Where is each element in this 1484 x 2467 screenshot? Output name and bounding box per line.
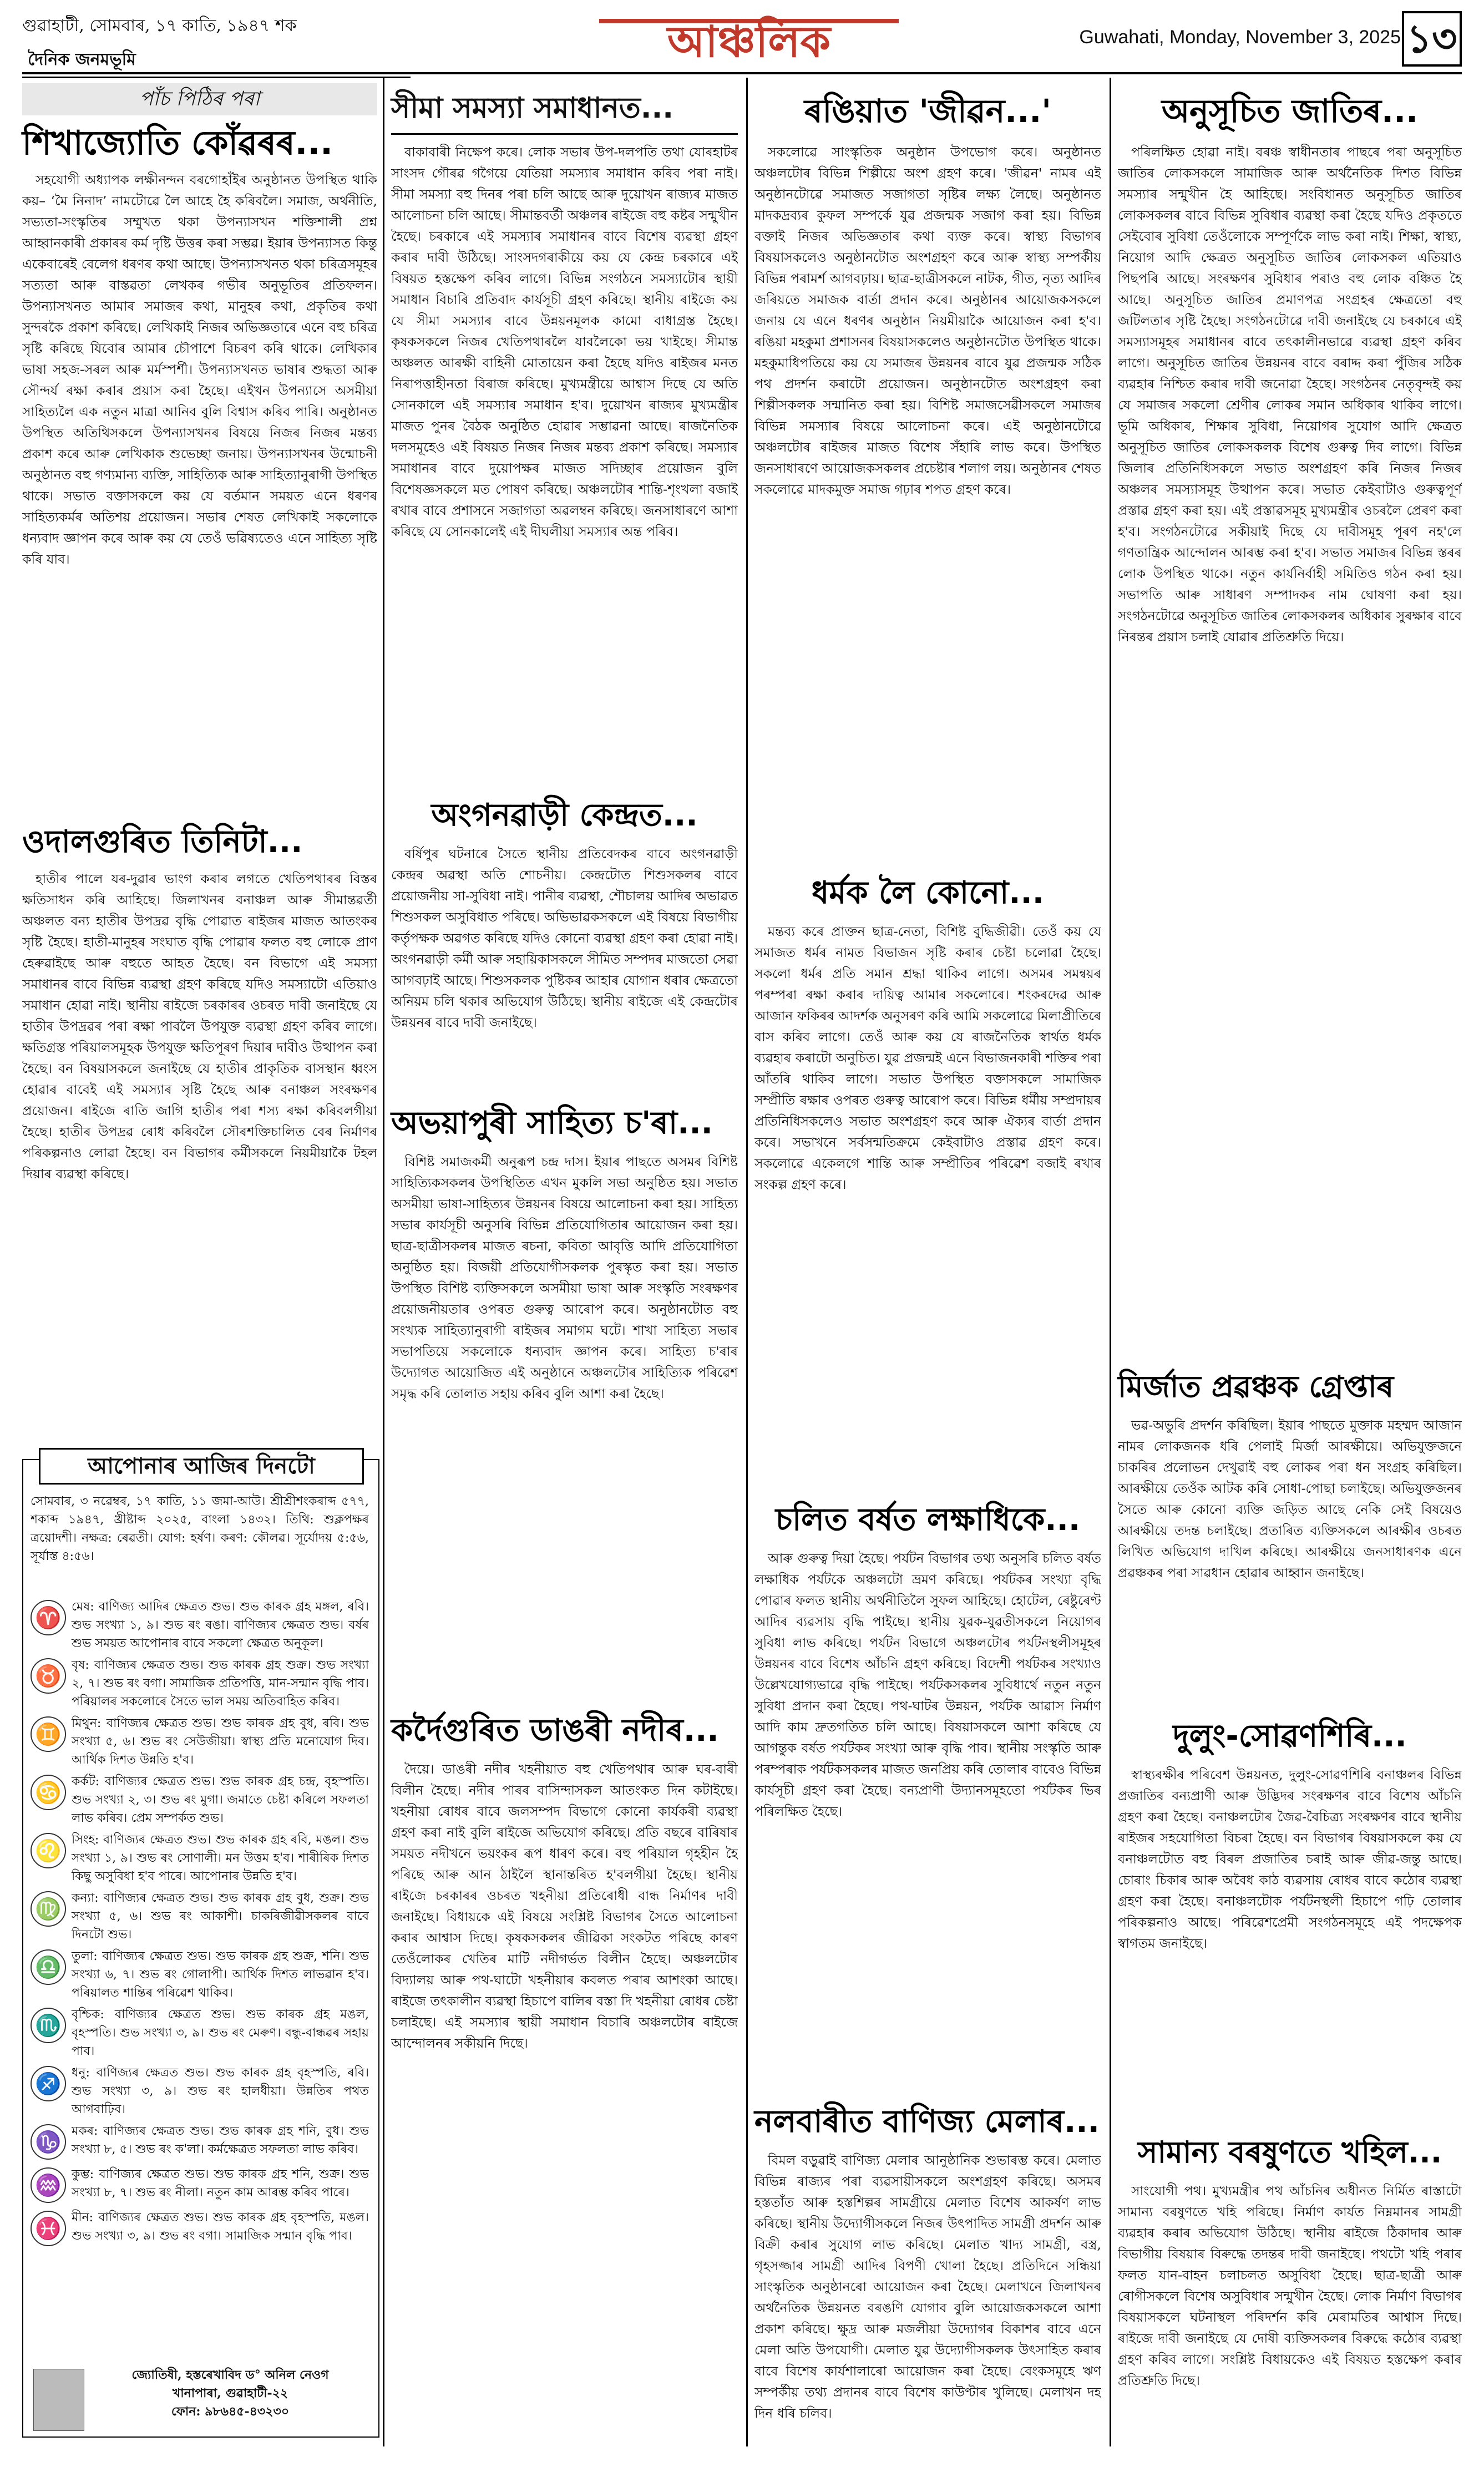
headline-mirza-fraud: মিৰ্জাত প্ৰৱঞ্চক গ্ৰেপ্তাৰ (1118, 1369, 1394, 1404)
astrologer-photo (33, 2369, 84, 2431)
zodiac-sign-icon: ♓ (31, 2211, 66, 2246)
headline-tourists: চলিত বৰ্ষত লক্ষাধিকে... (775, 1502, 1081, 1538)
article-body: হাতীৰ পালে যৰ-দুৱাৰ ভাংগ কৰাৰ লগতে খেতিপথাৰৰ বিস্তৰ ক্ষতিসাধন কৰি আহিছে। জিলাখনৰ বনাঞ্চল আৰু সীমান্তৱৰ্তী অঞ্চলত বন্য হাতীৰ উপদ্ৰৱ বৃদ্ধি পোৱাত ৰাইজৰ মাজত আতংকৰ সৃষ্টি হৈছে। হাতী-মানুহৰ সংঘাত বৃদ্ধি পোৱাৰ ফলত বহু লোকে প্ৰাণ হেৰুৱাইছে আৰু বহুতে আহত হৈছে। বন বিভাগে এই সমস্যা সমাধানৰ বাবে বিভিন্ন ব্যৱস্থা গ্ৰহণ কৰিছে যদিও সমস্যাটো এতিয়াও সমাধান হোৱা নাই। স্থানীয় ৰাইজে চৰকাৰৰ ওচৰত দাবী জনাইছে যে হাতীৰ উপদ্ৰৱৰ পৰা ৰক্ষা পাবলৈ উপযুক্ত ব্যৱস্থা গ্ৰহণ কৰিব লাগে। ক্ষতিগ্ৰস্ত পৰিয়ালসমূহক উপযুক্ত ক্ষতিপূৰণ দিয়াৰ দাবীও উত্থাপন কৰা হৈছে। বন বিষয়াসকলে জনাইছে যে হাতীৰ প্ৰাকৃতিক বাসস্থান ধ্বংস হোৱাৰ বাবেই এই সমস্যাৰ সৃষ্টি হৈছে আৰু বনাঞ্চল সংৰক্ষণৰ প্ৰয়োজন। ৰাইজে ৰাতি জাগি হাতীৰ পৰা শস্য ৰক্ষা কৰিবলগীয়া হৈছে। হাতীৰ উপদ্ৰৱ ৰোধ কৰিবলৈ সৌৰশক্তিচালিত বেৰ নিৰ্মাণৰ পৰিকল্পনাও লোৱা হৈছে। বন বিভাগৰ কৰ্মীসকলে নিয়মীয়াকৈ টহল দিয়াৰ ব্যৱস্থা কৰিছে। (22, 871, 377, 1182)
article-nalbari-fair (754, 2150, 1101, 2446)
article-body: ভৱ-অভুৰি প্ৰদৰ্শন কৰিছিল। ইয়াৰ পাছতে মুক্তাক মহম্মদ আজান নামৰ লোকজনক ধৰি পেলাই মিৰ্জা আৰক্ষীয়ে। অভিযুক্তজনে চাকৰিৰ প্ৰলোভন দেখুৱাই বহু লোকৰ পৰা ধন সংগ্ৰহ কৰিছিল। আৰক্ষীয়ে তেওঁক আটক কৰি সোধা-পোছা চলাইছে। অভিযুক্তজনৰ সৈতে আৰু কোনো ব্যক্তি জড়িত আছে নেকি সেই বিষয়েও আৰক্ষীয়ে তদন্ত চলাইছে। প্ৰতাৰিত ব্যক্তিসকলে আৰক্ষীৰ ওচৰত লিখিত অভিযোগ দাখিল কৰিছে। আৰক্ষীয়ে জনসাধাৰণক এনে প্ৰৱঞ্চকৰ পৰা সাৱধান হোৱাৰ আহ্বান জনাইছে। (1118, 1417, 1462, 1580)
rashifal-list (31, 1598, 369, 2347)
article-dulung-subansiri (1118, 1764, 1462, 2119)
rashi-entry (31, 1598, 369, 1653)
headline-kordoiguri: কৰ্দৈগুৰিত ডাঙৰী নদীৰ... (391, 1713, 719, 1749)
article-body: বাকাবাৰী নিক্ষেপ কৰে। লোক সভাৰ উপ-দলপতি তথা যোৰহাটৰ সাংসদ গৌৰৱ গগৈয়ে যেতিয়া সমস্যাৰ সমাধান কৰিব পৰা নাই। সীমা সমস্যা বহু দিনৰ পৰা চলি আছে আৰু দুয়োখন ৰাজ্যৰ মাজত আলোচনা চলি আছে। সীমান্তবৰ্তী অঞ্চলৰ ৰাইজে বহু কষ্টৰ সন্মুখীন হৈছে। চৰকাৰে এই সমস্যাৰ সমাধানৰ বাবে বিশেষ ব্যৱস্থা গ্ৰহণ কৰাৰ দাবী উঠিছে। সাংসদগৰাকীয়ে কয় যে কেন্দ্ৰ চৰকাৰে এই বিষয়ত হস্তক্ষেপ কৰিব লাগে। বিভিন্ন সংগঠনে সমস্যাটোৰ স্থায়ী সমাধান বিচাৰি প্ৰতিবাদ কাৰ্যসূচী গ্ৰহণ কৰিছে। স্থানীয় ৰাইজে কয় যে সীমা সমস্যাৰ বাবে উন্নয়নমূলক কামো বাধাগ্ৰস্ত হৈছে। কৃষকসকলে নিজৰ খেতিপথাৰলৈ যাবলৈকো ভয় খাইছে। সীমান্ত অঞ্চলত আৰক্ষী বাহিনী মোতায়েন কৰা হৈছে যদিও ৰাইজৰ মনত নিৰাপত্তাহীনতা বিৰাজ কৰিছে। মুখ্যমন্ত্ৰীয়ে আশ্বাস দিছে যে অতি সোনকালে এই সমস্যাৰ সমাধান হ'ব। দুয়োখন ৰাজ্যৰ মুখ্যমন্ত্ৰীৰ মাজত পুনৰ বৈঠক অনুষ্ঠিত হোৱাৰ সম্ভাৱনা আছে। ৰাজনৈতিক দলসমূহেও এই বিষয়ত নিজৰ নিজৰ মন্তব্য প্ৰকাশ কৰিছে। সমস্যাৰ সমাধানৰ বাবে দুয়োপক্ষৰ মাজত সদিচ্ছাৰ প্ৰয়োজন বুলি বিশেষজ্ঞসকলে মত পোষণ কৰিছে। অঞ্চলটোৰ শান্তি-শৃংখলা বজাই ৰখাৰ বাবে প্ৰশাসনে সজাগতা অৱলম্বন কৰিছে। জনসাধাৰণে আশা কৰিছে যে সোনকালেই এই দীঘলীয়া সমস্যাৰ অন্ত পৰিব। (391, 144, 738, 539)
headline-shikhajyoti: শিখাজ্যোতি কোঁৱৰৰ... (22, 124, 333, 163)
article-udalguri (22, 868, 377, 1451)
article-mirza-fraud (1118, 1415, 1462, 1703)
rashi-entry (31, 2165, 369, 2205)
panjika-intro (31, 1492, 369, 1595)
rashi-text: কন্যা: বাণিজ্যৰ ক্ষেত্ৰত শুভ। শুভ কাৰক গ্ৰহ বুধ, শুক্ৰ। শুভ সংখ্যা ৫, ৬। শুভ ৰং আকাশী। চাকৰিজীৱীসকলৰ বাবে দিনটো শুভ। (72, 1891, 369, 1942)
article-anganwadi (391, 843, 738, 1093)
article-tourists (754, 1548, 1101, 2091)
headline-anganwadi: অংগনৱাড়ী কেন্দ্ৰত... (431, 797, 698, 833)
article-body: বিশিষ্ট সমাজকৰ্মী অনুৰূপ চন্দ্ৰ দাস। ইয়াৰ পাছতে অসমৰ বিশিষ্ট সাহিত্যিকসকলৰ উপস্থিতিত এখন মুকলি সভা অনুষ্ঠিত হয়। সভাত অসমীয়া ভাষা-সাহিত্যৰ উন্নয়নৰ বিষয়ে আলোচনা কৰা হয়। সাহিত্য সভাৰ কাৰ্যসূচী অনুসৰি বিভিন্ন প্ৰতিযোগিতাৰ আয়োজন কৰা হয়। ছাত্ৰ-ছাত্ৰীসকলৰ মাজত ৰচনা, কবিতা আবৃত্তি আদি প্ৰতিযোগিতা অনুষ্ঠিত হয়। বিজয়ী প্ৰতিযোগীসকলক পুৰস্কৃত কৰা হয়। সভাত উপস্থিত বিশিষ্ট ব্যক্তিসকলে অসমীয়া ভাষা আৰু সংস্কৃতি সংৰক্ষণৰ প্ৰয়োজনীয়তাৰ ওপৰত গুৰুত্ব আৰোপ কৰে। অনুষ্ঠানটোত বহু সংখ্যক সাহিত্যানুৰাগী ৰাইজৰ সমাগম ঘটে। শাখা সাহিত্য সভাৰ সভাপতিয়ে সকলোকে ধন্যবাদ জ্ঞাপন কৰে। সাহিত্য চ'ৰাৰ উদ্যোগত আয়োজিত এই অনুষ্ঠানে অঞ্চলটোৰ সাহিত্যিক পৰিৱেশ সমৃদ্ধ কৰি তোলাত সহায় কৰিব বুলি আশা কৰা হৈছে। (391, 1154, 738, 1401)
headline-scheduled-caste: অনুসূচিত জাতিৰ... (1161, 92, 1419, 130)
article-dharma (754, 921, 1101, 1490)
headline-road-collapse: সামান্য বৰষুণতে খহিল... (1137, 2135, 1442, 2170)
rashi-text: ধনু: বাণিজ্যৰ ক্ষেত্ৰত শুভ। শুভ কাৰক গ্ৰহ বৃহস্পতি, ৰবি। শুভ সংখ্যা ৩, ৯। শুভ ৰং হালধীয়া। উন্নতিৰ পথত আগবাঢ়িব। (72, 2066, 369, 2116)
article-body: দৈয়ে। ডাঙৰী নদীৰ খহনীয়াত বহু খেতিপথাৰ আৰু ঘৰ-বাৰী বিলীন হৈছে। নদীৰ পাৰৰ বাসিন্দাসকল আতংকত দিন কটাইছে। খহনীয়া ৰোধৰ বাবে জলসম্পদ বিভাগে কোনো কাৰ্যকৰী ব্যৱস্থা গ্ৰহণ কৰা নাই বুলি ৰাইজে অভিযোগ কৰিছে। প্ৰতি বছৰে বাৰিষাৰ সময়ত নদীখনে ভয়ংকৰ ৰূপ ধাৰণ কৰে। বহু পৰিয়াল গৃহহীন হৈ পৰিছে আৰু আন ঠাইলৈ স্থানান্তৰিত হ'বলগীয়া হৈছে। স্থানীয় ৰাইজে চৰকাৰৰ ওচৰত খহনীয়া প্ৰতিৰোধী বান্ধ নিৰ্মাণৰ দাবী জনাইছে। বিধায়কে এই বিষয়ে সংশ্লিষ্ট বিভাগৰ সৈতে আলোচনা কৰাৰ আশ্বাস দিছে। কৃষকসকলৰ জীৱিকা সংকটত পৰিছে কাৰণ তেওঁলোকৰ খেতিৰ মাটি নদীগৰ্ভত বিলীন হৈছে। অঞ্চলটোৰ বিদ্যালয় আৰু পথ-ঘাটো খহনীয়াৰ কবলত পৰাৰ আশংকা আছে। ৰাইজে তৎকালীন ব্যৱস্থা হিচাপে বালিৰ বস্তা দি খহনীয়া ৰোধৰ চেষ্টা চলাইছে। এই সমস্যাৰ স্থায়ী সমাধান বিচাৰি অঞ্চলটোৰ ৰাইজে আন্দোলনৰ সকীয়নি দিছে। (391, 1761, 738, 2051)
rashi-entry (31, 2122, 369, 2162)
article-body: বিমল বড়ুৱাই বাণিজ্য মেলাৰ আনুষ্ঠানিক শুভাৰম্ভ কৰে। মেলাত বিভিন্ন ৰাজ্যৰ পৰা ব্যৱসায়ীসকলে অংশগ্ৰহণ কৰিছে। অসমৰ হস্ততাঁত আৰু হস্তশিল্পৰ সামগ্ৰীয়ে মেলাত বিশেষ আকৰ্ষণ লাভ কৰিছে। স্থানীয় উদ্যোগীসকলে নিজৰ উৎপাদিত সামগ্ৰী প্ৰদৰ্শন আৰু বিক্ৰী কৰাৰ সুযোগ লাভ কৰিছে। মেলাত খাদ্য সামগ্ৰী, বস্ত্ৰ, গৃহসজ্জাৰ সামগ্ৰী আদিৰ বিপণী খোলা হৈছে। প্ৰতিদিনে সন্ধিয়া সাংস্কৃতিক অনুষ্ঠানৰো আয়োজন কৰা হৈছে। মেলাখনে জিলাখনৰ অৰ্থনৈতিক উন্নয়নত বৰঙণি যোগাব বুলি আয়োজকসকলে আশা প্ৰকাশ কৰিছে। ক্ষুদ্ৰ আৰু মজলীয়া উদ্যোগৰ বিকাশৰ বাবে এনে মেলা অতি উপযোগী। মেলাত যুৱ উদ্যোগীসকলক উৎসাহিত কৰাৰ বাবে বিশেষ কাৰ্যশালাৰো আয়োজন কৰা হৈছে। বেংকসমূহে ঋণ সম্পৰ্কীয় তথ্য প্ৰদানৰ বাবে বিশেষ কাউণ্টাৰ খুলিছে। মেলাখন দহ দিন ধৰি চলিব। (754, 2152, 1101, 2421)
rashi-text: মেষ: বাণিজ্য আদিৰ ক্ষেত্ৰত শুভ। শুভ কাৰক গ্ৰহ মঙ্গল, ৰবি। শুভ সংখ্যা ১, ৯। শুভ ৰং ৰঙা। বাণিজ্যৰ ক্ষেত্ৰত শুভ। বৰ্ষৰ শুভ সময়ত আপোনাৰ বাবে সকলো ক্ষেত্ৰত অনুকূল। (72, 1600, 369, 1650)
article-shikhajyoti (22, 169, 377, 818)
article-body: পৰিলক্ষিত হোৱা নাই। বৰঞ্চ স্বাধীনতাৰ পাছৰে পৰা অনুসূচিত জাতিৰ লোকসকলে সামাজিক আৰু অৰ্থনৈতিক দিশত বিভিন্ন সমস্যাৰ সন্মুখীন হৈ আহিছে। সংবিধানত অনুসূচিত জাতিৰ লোকসকলৰ বাবে বিভিন্ন সুবিধাৰ ব্যৱস্থা কৰা হৈছে যদিও প্ৰকৃততে সেইবোৰ সুবিধা তেওঁলোকে সম্পূৰ্ণকৈ লাভ কৰা নাই। শিক্ষা, স্বাস্থ্য, নিয়োগ আদি ক্ষেত্ৰত অনুসূচিত জাতিৰ লোকসকল এতিয়াও পিছপৰি আছে। সংৰক্ষণৰ সুবিধাৰ পৰাও বহু লোক বঞ্চিত হৈ আছে। অনুসূচিত জাতিৰ প্ৰমাণপত্ৰ সংগ্ৰহৰ ক্ষেত্ৰতো বহু জটিলতাৰ সৃষ্টি হৈছে। সংগঠনটোৱে দাবী জনাইছে যে চৰকাৰে এই সমস্যাসমূহৰ সমাধানৰ বাবে তৎকালীনভাৱে ব্যৱস্থা গ্ৰহণ কৰিব লাগে। অনুসূচিত জাতিৰ উন্নয়নৰ বাবে বৰাদ্দ কৰা পুঁজিৰ সঠিক ব্যৱহাৰ নিশ্চিত কৰাৰ দাবী জনোৱা হৈছে। সংগঠনৰ নেতৃবৃন্দই কয় যে সমাজৰ সকলো শ্ৰেণীৰ লোকৰ সমান অধিকাৰ থাকিব লাগে। ভূমি অধিকাৰ, শিক্ষাৰ সুবিধা, নিয়োগৰ সুযোগ আদি ক্ষেত্ৰত অনুসূচিত জাতিৰ লোকসকলক বিশেষ গুৰুত্ব দিব লাগে। বিভিন্ন জিলাৰ প্ৰতিনিধিসকলে সভাত অংশগ্ৰহণ কৰি নিজৰ নিজৰ অঞ্চলৰ সমস্যাসমূহ উত্থাপন কৰে। সভাত কেইবাটাও গুৰুত্বপূৰ্ণ প্ৰস্তাৱ গ্ৰহণ কৰা হয়। এই প্ৰস্তাৱসমূহ মুখ্যমন্ত্ৰীৰ ওচৰলৈ প্ৰেৰণ কৰা হ'ব। সংগঠনটোৱে সকীয়াই দিছে যে দাবীসমূহ পূৰণ নহ'লে গণতান্ত্ৰিক আন্দোলন আৰম্ভ কৰা হ'ব। সভাত সমাজৰ বিভিন্ন স্তৰৰ লোক উপস্থিত থাকে। নতুন কাৰ্যনিৰ্বাহী সমিতিও গঠন কৰা হয়। সভাপতি আৰু সাধাৰণ সম্পাদকৰ নাম ঘোষণা কৰা হয়। সংগঠনটোৱে অনুসূচিত জাতিৰ লোকসকলৰ অধিকাৰ সুৰক্ষাৰ বাবে নিৰন্তৰ প্ৰয়াস চলাই যোৱাৰ প্ৰতিশ্ৰুতি দিয়ে। (1118, 144, 1462, 645)
zodiac-sign-icon: ♉ (31, 1658, 66, 1694)
rashi-entry (31, 2005, 369, 2060)
zodiac-sign-icon: ♍ (31, 1891, 66, 1927)
article-body: বৰ্ষিপুৰ ঘটনাৰে সৈতে স্থানীয় প্ৰতিবেদকৰ বাবে অংগনৱাড়ী কেন্দ্ৰৰ অৱস্থা অতি শোচনীয়। কেন্দ্ৰটোত শিশুসকলৰ বাবে প্ৰয়োজনীয় সা-সুবিধা নাই। পানীৰ ব্যৱস্থা, শৌচালয় আদিৰ অভাৱত শিশুসকল অসুবিধাত পৰিছে। অভিভাৱকসকলে এই বিষয়ে বিভাগীয় কৰ্তৃপক্ষক অৱগত কৰিছে যদিও কোনো ব্যৱস্থা গ্ৰহণ কৰা হোৱা নাই। অংগনৱাড়ী কৰ্মী আৰু সহায়িকাসকলে সীমিত সম্পদৰ মাজতো সেৱা আগবঢ়াই আছে। শিশুসকলক পুষ্টিকৰ আহাৰ যোগান ধৰাৰ ক্ষেত্ৰতো অনিয়ম চলি থকাৰ অভিযোগ উঠিছে। স্থানীয় ৰাইজে এই কেন্দ্ৰটোৰ উন্নয়নৰ বাবে দাবী জনাইছে। (391, 846, 738, 1030)
article-abhayapuri (391, 1151, 738, 1700)
article-body: সকলোৱে সাংস্কৃতিক অনুষ্ঠান উপভোগ কৰে। অনুষ্ঠানত অঞ্চলটোৰ বিভিন্ন শিল্পীয়ে অংশ গ্ৰহণ কৰে। 'জীৱন' নামৰ এই অনুষ্ঠানটোৱে সমাজত সজাগতা সৃষ্টিৰ লক্ষ্য লৈছে। অনুষ্ঠানত মাদকদ্ৰব্যৰ কুফল সম্পৰ্কে যুৱ প্ৰজন্মক সজাগ কৰা হয়। বিভিন্ন বক্তাই নিজৰ অভিজ্ঞতাৰ কথা ব্যক্ত কৰে। স্বাস্থ্য বিভাগৰ বিষয়াসকলেও অনুষ্ঠানটোত অংশগ্ৰহণ কৰে আৰু স্বাস্থ্য সম্পৰ্কীয় বিভিন্ন পৰামৰ্শ আগবঢ়ায়। ছাত্ৰ-ছাত্ৰীসকলে নাটক, গীত, নৃত্য আদিৰ জৰিয়তে সমাজক বাৰ্তা প্ৰদান কৰে। অনুষ্ঠানৰ আয়োজকসকলে জনায় যে এনে ধৰণৰ অনুষ্ঠান নিয়মীয়াকৈ আয়োজন কৰা হ'ব। ৰঙিয়া মহকুমা প্ৰশাসনৰ বিষয়াসকলেও অনুষ্ঠানটোত উপস্থিত থাকে। মহকুমাধিপতিয়ে কয় যে সমাজৰ উন্নয়নৰ বাবে যুৱ প্ৰজন্মক সঠিক পথ প্ৰদৰ্শন কৰাটো প্ৰয়োজন। অনুষ্ঠানটোত অংশগ্ৰহণ কৰা শিল্পীসকলক সন্মানিত কৰা হয়। বিশিষ্ট সমাজসেৱীসকলে সমাজৰ বিভিন্ন সমস্যাৰ বিষয়ে আলোচনা কৰে। এই অনুষ্ঠানটোৱে অঞ্চলটোৰ ৰাইজৰ মাজত বিশেষ সঁহাৰি লাভ কৰে। উপস্থিত জনসাধাৰণে আয়োজকসকলৰ প্ৰচেষ্টাৰ শলাগ লয়। অনুষ্ঠানৰ শেষত সকলোৱে মাদকমুক্ত সমাজ গঢ়াৰ শপত গ্ৰহণ কৰে। (754, 144, 1101, 497)
rashi-text: কৰ্কট: বাণিজ্যৰ ক্ষেত্ৰত শুভ। শুভ কাৰক গ্ৰহ চন্দ্ৰ, বৃহস্পতি। শুভ সংখ্যা ২, ৩। শুভ ৰং মুগা। জমাতে চেষ্টা কৰিলে সফলতা লাভ কৰিব। প্ৰেম সম্পৰ্কত শুভ। (72, 1775, 369, 1825)
astrologer-info: জ্যোতিষী, হস্তৰেখাবিদ ড° অনিল নেওগ খানাপাৰা, গুৱাহাটী-২২ ফোন: ৯৮৬৪৫-৪৩২৩০ (131, 2368, 329, 2419)
article-border-issue (391, 141, 738, 785)
article-body: মন্তব্য কৰে প্ৰাক্তন ছাত্ৰ-নেতা, বিশিষ্ট বুদ্ধিজীৱী। তেওঁ কয় যে সমাজত ধৰ্মৰ নামত বিভাজন সৃষ্টি কৰাৰ চেষ্টা চলোৱা হৈছে। সকলো ধৰ্মৰ প্ৰতি সমান শ্ৰদ্ধা থাকিব লাগে। অসমৰ সমন্বয়ৰ পৰম্পৰা ৰক্ষা কৰাৰ দায়িত্ব আমাৰ সকলোৰে। শংকৰদেৱ আৰু আজান ফকিৰৰ আদৰ্শক অনুসৰণ কৰি আমি সকলোৱে মিলাপ্ৰীতিৰে বাস কৰিব লাগে। তেওঁ আৰু কয় যে ৰাজনৈতিক স্বাৰ্থত ধৰ্মক ব্যৱহাৰ কৰাটো অনুচিত। যুৱ প্ৰজন্মই এনে বিভাজনকাৰী শক্তিৰ পৰা আঁতৰি থাকিব লাগে। সভাত উপস্থিত বক্তাসকলে সামাজিক সম্প্ৰীতি ৰক্ষাৰ ওপৰত গুৰুত্ব আৰোপ কৰে। বিভিন্ন ধৰ্মীয় সম্প্ৰদায়ৰ প্ৰতিনিধিসকলেও সভাত অংশগ্ৰহণ কৰে আৰু ঐক্যৰ বাৰ্তা প্ৰদান কৰে। সভাখনে সৰ্বসন্মতিক্ৰমে কেইবাটাও প্ৰস্তাৱ গ্ৰহণ কৰে। সকলোৱে একেলগে শান্তি আৰু সম্প্ৰীতিৰ পৰিৱেশ বজাই ৰখাৰ সংকল্প গ্ৰহণ কৰে। (754, 924, 1101, 1192)
rashi-entry (31, 1947, 369, 2002)
rashi-text: মিথুন: বাণিজ্যৰ ক্ষেত্ৰত শুভ। শুভ কাৰক গ্ৰহ বুধ, ৰবি। শুভ সংখ্যা ৫, ৬। শুভ ৰং সেউজীয়া। স্বাস্থ্য প্ৰতি মনোযোগ দিব। আৰ্থিক দিশত উন্নতি হ'ব। (72, 1716, 369, 1767)
rashi-entry (31, 1656, 369, 1711)
article-scheduled-caste (1118, 141, 1462, 1356)
headline-dharma: ধৰ্মক লৈ কোনো... (811, 875, 1045, 911)
headline-abhayapuri: অভয়াপুৰী সাহিত্য চ'ৰা... (391, 1105, 713, 1141)
zodiac-sign-icon: ♐ (31, 2066, 66, 2101)
rashi-entry (31, 1714, 369, 1769)
paper-name: দৈনিক জনমভূমি (22, 44, 411, 78)
rashi-text: সিংহ: বাণিজ্যৰ ক্ষেত্ৰত শুভ। শুভ কাৰক গ্ৰহ ৰবি, মঙল। শুভ সংখ্যা ১, ৯। শুভ ৰং সোণালী। মন উত্তম হ'ব। শাৰীৰিক দিশত কিছু অসুবিধা হ'ব পাৰে। আপোনাৰ উন্নতি হ'ব। (72, 1833, 369, 1883)
rashi-entry (31, 1772, 369, 1827)
zodiac-sign-icon: ♋ (31, 1775, 66, 1810)
page-number: ১৩ (1402, 11, 1462, 67)
masthead-left (22, 12, 411, 78)
article-body: স্বাস্থ্যৰক্ষীৰ পৰিবেশ উন্নয়নত, দুলুং-সোৱণশিৰি বনাঞ্চলৰ বিভিন্ন প্ৰজাতিৰ বন্যপ্ৰাণী আৰু উদ্ভিদৰ সংৰক্ষণৰ বাবে বিশেষ আঁচনি গ্ৰহণ কৰা হৈছে। বনাঞ্চলটোৰ জৈৱ-বৈচিত্ৰ্য সংৰক্ষণৰ বাবে স্থানীয় ৰাইজৰ সহযোগিতা বিচৰা হৈছে। বন বিভাগৰ বিষয়াসকলে কয় যে বনাঞ্চলটোত বহু বিৰল প্ৰজাতিৰ চৰাই আৰু জীৱ-জন্তু আছে। চোৰাং চিকাৰ আৰু অবৈধ কাঠ ব্যৱসায় ৰোধৰ বাবে কঠোৰ ব্যৱস্থা গ্ৰহণ কৰা হৈছে। বনাঞ্চলটোক পৰ্যটনস্থলী হিচাপে গঢ়ি তোলাৰ পৰিকল্পনাও আছে। পৰিৱেশপ্ৰেমী সংগঠনসমূহে এই পদক্ষেপক স্বাগতম জনাইছে। (1118, 1767, 1462, 1951)
headline-udalguri: ওদালগুৰিত তিনিটা... (22, 824, 303, 860)
headline-nalbari-fair: নলবাৰীত বাণিজ্য মেলাৰ... (754, 2104, 1100, 2140)
column-rule (1110, 78, 1111, 2446)
headline-rangia: ৰঙিয়াত 'জীৱন...' (804, 92, 1052, 130)
article-rangia (754, 141, 1101, 863)
article-body: সহযোগী অধ্যাপক লক্ষীনন্দন বৰগোহাঁইৰ অনুষ্ঠানত উপস্থিত থাকি কয়– ‘মৈ নিনাদ’ নামটোৱে লৈ আহে হৈ কৰিবলৈ। সমাজ, অৰ্থনীতি, সভ্যতা-সংস্কৃতিৰ সম্মুখত থকা উপন্যাসখন শক্তিশালী প্ৰশ্ন আহ্বানকাৰী প্ৰকাৰৰ কৰ্ম দৃষ্টি উত্তৰ কৰা সম্ভৱ। ইয়াৰ উপন্যাসত কিন্তু একেবাৰেই বেলেগ ধৰণৰ কথা আছে। উপন্যাসখনত থকা চৰিত্ৰসমূহৰ সত্যতা আৰু বাস্তৱতা লেখকৰ গভীৰ অনুভূতিৰ প্ৰতিফলন। উপন্যাসখনত আমাৰ সমাজৰ কথা, মানুহৰ কথা, প্ৰকৃতিৰ কথা সুন্দৰকৈ প্ৰকাশ কৰিছে। লেখিকাই নিজৰ অভিজ্ঞতাৰে এনে বহু চৰিত্ৰ সৃষ্টি কৰিছে যিবোৰ আমাৰ চৌপাশে বিচৰণ কৰি থাকে। লেখিকাৰ ভাষা সহজ-সৰল আৰু মৰ্মস্পৰ্শী। উপন্যাসখনত ভাষাৰ শুদ্ধতা আৰু সৌন্দৰ্য ৰক্ষা কৰাৰ প্ৰয়াস কৰা হৈছে। এইখন উপন্যাসে অসমীয়া সাহিত্যলৈ এক নতুন মাত্ৰা আনিব বুলি বিশ্বাস কৰিব পাৰি। অনুষ্ঠানত উপস্থিত অতিথিসকলে উপন্যাসখনৰ বিষয়ে নিজৰ নিজৰ মন্তব্য প্ৰকাশ কৰে আৰু লেখিকাক শুভেচ্ছা জনায়। উপন্যাসখনৰ উন্মোচনী অনুষ্ঠানত বহু গণ্যমান্য ব্যক্তি, সাহিত্যিক আৰু সাহিত্যানুৰাগী উপস্থিত থাকে। সভাত বক্তাসকলে কয় যে বৰ্তমান সময়ত এনে ধৰণৰ সাহিত্যকৰ্মৰ অতিশয় প্ৰয়োজন। সভাৰ শেষত লেখিকাই সকলোকে ধন্যবাদ জ্ঞাপন কৰে আৰু কয় যে তেওঁ ভৱিষ্যতেও এনে সাহিত্য সৃষ্টি কৰি যাব। (22, 172, 377, 567)
rashi-entry (31, 2208, 369, 2248)
column-rule (383, 78, 384, 2446)
article-kordoiguri (391, 1759, 738, 2446)
headline-dulung-subansiri: দুলুং-সোৱণশিৰি... (1173, 1718, 1407, 1754)
zodiac-sign-icon: ♊ (31, 1716, 66, 1752)
issue-date-assamese: গুৱাহাটী, সোমবাৰ, ১৭ কাতি, ১৯৪৭ শক (22, 16, 297, 36)
rashi-text: মকৰ: বাণিজ্যৰ ক্ষেত্ৰত শুভ। শুভ কাৰক গ্ৰহ শনি, বুধ। শুভ সংখ্যা ৮, ৫। শুভ ৰং ক'লা। কৰ্মক্ষেত্ৰত সফলতা লাভ কৰিব। (72, 2124, 369, 2156)
zodiac-sign-icon: ♑ (31, 2124, 66, 2160)
rashi-text: বৃষ: বাণিজ্যৰ ক্ষেত্ৰত শুভ। শুভ কাৰক গ্ৰহ শুক্ৰ। শুভ সংখ্যা ২, ৭। শুভ ৰং বগা। সামাজিক প্ৰতিপত্তি, মান-সন্মান বৃদ্ধি পাব। পৰিয়ালৰ সকলোৰে সৈতে ভাল সময় অতিবাহিত কৰিব। (72, 1658, 369, 1709)
anchalik-logo (588, 6, 910, 67)
kicker-from-page-five: পাঁচ পিঠিৰ পৰা (22, 83, 377, 115)
rashifal-title: আপোনাৰ আজিৰ দিনটো (39, 1448, 364, 1485)
column-rule (746, 78, 748, 2446)
zodiac-sign-icon: ♒ (31, 2167, 66, 2203)
zodiac-sign-icon: ♎ (31, 1949, 66, 1985)
masthead-rule (22, 72, 1462, 74)
rashi-text: তুলা: বাণিজ্যৰ ক্ষেত্ৰত শুভ। শুভ কাৰক গ্ৰহ শুক্ৰ, শনি। শুভ সংখ্যা ৬, ৭। শুভ ৰং গোলাপী। আৰ্থিক দিশত লাভৱান হ'ব। পৰিয়ালত শান্তিৰ পৰিৱেশ থাকিব। (72, 1949, 369, 2000)
article-body: সাংযোগী পথ। মুখ্যমন্ত্ৰীৰ পথ আঁচনিৰ অধীনত নিৰ্মিত ৰাস্তাটো সামান্য বৰষুণতে খহি পৰিছে। নিৰ্মাণ কাৰ্যত নিম্নমানৰ সামগ্ৰী ব্যৱহাৰ কৰাৰ অভিযোগ উঠিছে। স্থানীয় ৰাইজে ঠিকাদাৰ আৰু বিভাগীয় বিষয়াৰ বিৰুদ্ধে তদন্তৰ দাবী জনাইছে। পথটো খহি পৰাৰ ফলত যান-বাহন চলাচলত অসুবিধা হৈছে। ছাত্ৰ-ছাত্ৰী আৰু ৰোগীসকলে বিশেষ অসুবিধাৰ সন্মুখীন হৈছে। লোক নিৰ্মাণ বিভাগৰ বিষয়াসকলে ঘটনাস্থল পৰিদৰ্শন কৰি মেৰামতিৰ আশ্বাস দিছে। ৰাইজে দাবী জনাইছে যে দোষী ব্যক্তিসকলৰ বিৰুদ্ধে কঠোৰ ব্যৱস্থা গ্ৰহণ কৰিব লাগে। সংশ্লিষ্ট বিধায়কেও এই বিষয়ত হস্তক্ষেপ কৰাৰ প্ৰতিশ্ৰুতি দিছে। (1118, 2183, 1462, 2388)
rashi-entry (31, 2064, 369, 2119)
zodiac-sign-icon: ♌ (31, 1833, 66, 1868)
rashi-text: কুম্ভ: বাণিজ্যৰ ক্ষেত্ৰত শুভ। শুভ কাৰক গ্ৰহ শনি, শুক্ৰ। শুভ সংখ্যা ৮, ৭। শুভ ৰং নীলা। নতুন কাম আৰম্ভ কৰিব পাৰে। (72, 2167, 369, 2200)
logo-text: আঞ্চলিক (667, 17, 831, 67)
rashi-text: মীন: বাণিজ্যৰ ক্ষেত্ৰত শুভ। শুভ কাৰক গ্ৰহ বৃহস্পতি, মঙল। শুভ সংখ্যা ৩, ৯। শুভ ৰং বগা। সামাজিক সন্মান বৃদ্ধি পাব। (72, 2211, 369, 2243)
panjika-text: সোমবাৰ, ৩ নৱেম্বৰ, ১৭ কাতি, ১১ জমা-আউ। শ্ৰীশ্ৰীশংকৰাব্দ ৫৭৭, শকাব্দ ১৯৪৭, খ্ৰীষ্টাব্দ ২০২৫, বাংলা ১৪৩২। তিথি: শুক্লপক্ষৰ ত্ৰয়োদশী। নক্ষত্ৰ: ৰেৱতী। যোগ: হৰ্ষণ। কৰণ: কৌলৱ। সূৰ্যোদয় ৫:৫৬, সূৰ্যাস্ত ৪:৫৬। (31, 1495, 369, 1563)
headline-underline (391, 133, 738, 135)
rashi-entry (31, 1831, 369, 1886)
rashi-entry (31, 1889, 369, 1944)
issue-date-english: Guwahati, Monday, November 3, 2025 (1079, 27, 1401, 48)
rashi-text: বৃশ্চিক: বাণিজ্যৰ ক্ষেত্ৰত শুভ। শুভ কাৰক গ্ৰহ মঙল, বৃহস্পতি। শুভ সংখ্যা ৩, ৯। শুভ ৰং মেৰুণ। বন্ধু-বান্ধৱৰ সহায় পাব। (72, 2008, 369, 2058)
article-body: আৰু গুৰুত্ব দিয়া হৈছে। পৰ্যটন বিভাগৰ তথ্য অনুসৰি চলিত বৰ্ষত লক্ষাধিক পৰ্যটকে অঞ্চলটো ভ্ৰমণ কৰিছে। পৰ্যটকৰ সংখ্যা বৃদ্ধি পোৱাৰ ফলত স্থানীয় অৰ্থনীতিলৈ সুফল আহিছে। হোটেল, ৰেষ্টুৰেণ্ট আদিৰ ব্যৱসায় বৃদ্ধি পাইছে। স্থানীয় যুৱক-যুৱতীসকলে নিয়োগৰ সুবিধা লাভ কৰিছে। পৰ্যটন বিভাগে অঞ্চলটোৰ পৰ্যটনস্থলীসমূহৰ উন্নয়নৰ বাবে বিশেষ আঁচনি গ্ৰহণ কৰিছে। বিদেশী পৰ্যটকৰ সংখ্যাও উল্লেখযোগ্যভাৱে বৃদ্ধি পাইছে। পৰ্যটকসকলৰ সুবিধাৰ্থে নতুন নতুন সুবিধা প্ৰদান কৰা হৈছে। পথ-ঘাটৰ উন্নয়ন, পৰ্যটক আৱাস নিৰ্মাণ আদি কাম দ্ৰুতগতিত চলি আছে। বিষয়াসকলে আশা কৰিছে যে আগন্তুক বৰ্ষত পৰ্যটকৰ সংখ্যা আৰু বৃদ্ধি পাব। স্থানীয় সংস্কৃতি আৰু পৰম্পৰাক পৰ্যটকসকলৰ মাজত জনপ্ৰিয় কৰি তোলাৰ বাবেও বিভিন্ন কাৰ্যসূচী গ্ৰহণ কৰা হৈছে। বন্যপ্ৰাণী উদ্যানসমূহতো পৰ্যটকৰ ভিৰ পৰিলক্ষিত হৈছে। (754, 1551, 1101, 1819)
headline-border-issue: সীমা সমস্যা সমাধানত... (391, 83, 738, 133)
zodiac-sign-icon: ♏ (31, 2008, 66, 2043)
zodiac-sign-icon: ♈ (31, 1600, 66, 1635)
article-road-collapse (1118, 2180, 1462, 2446)
